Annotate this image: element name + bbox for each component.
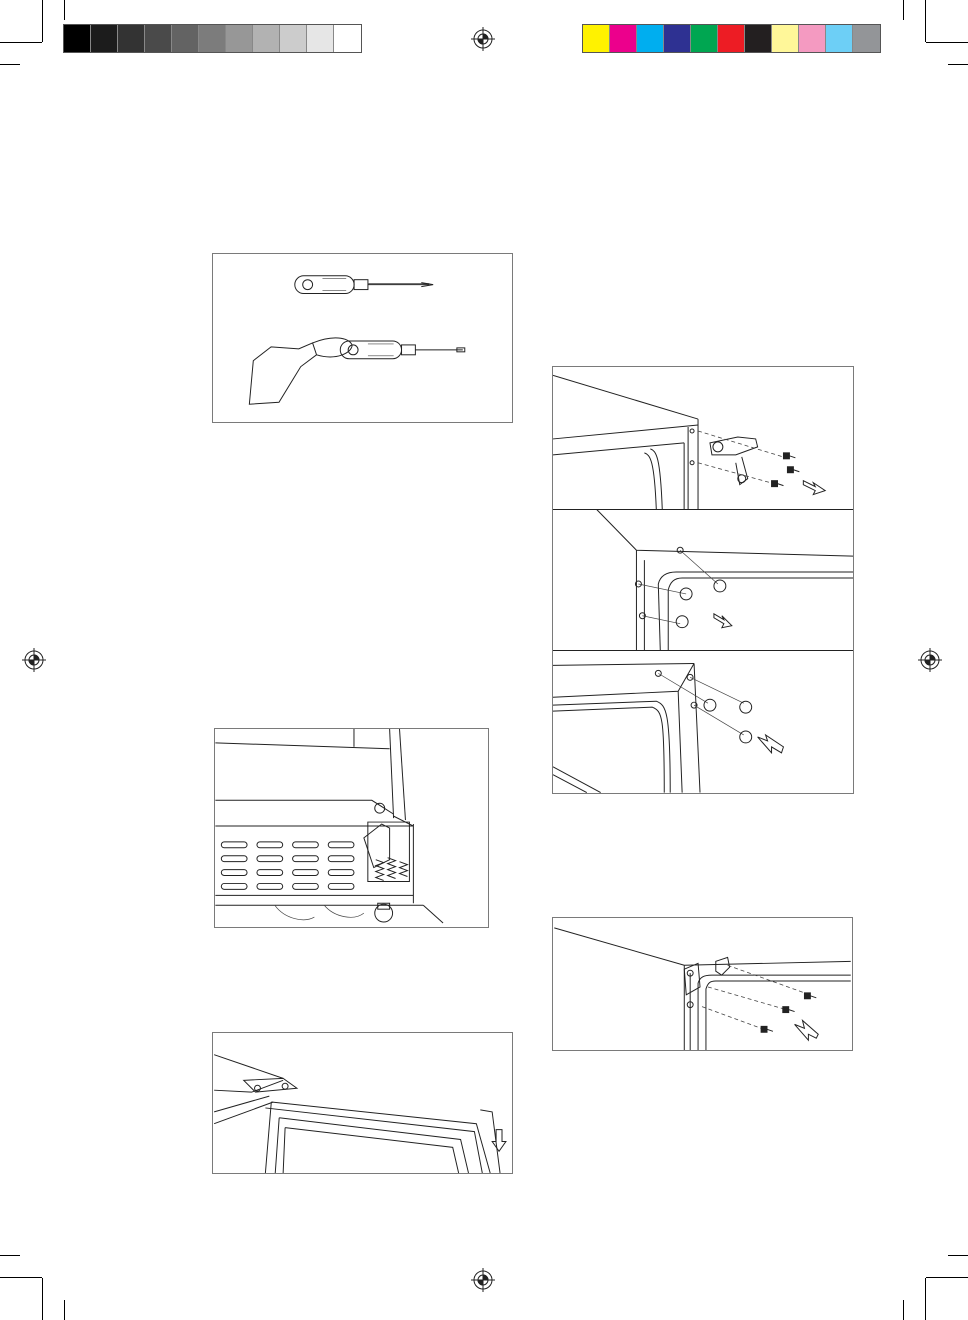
color-swatch bbox=[664, 25, 691, 52]
flat-screwdriver-icon bbox=[340, 341, 465, 359]
screw-icon bbox=[772, 481, 784, 487]
color-swatch bbox=[637, 25, 664, 52]
arrow-left-icon bbox=[795, 1020, 819, 1040]
gray-swatch bbox=[334, 25, 361, 52]
registration-target-icon bbox=[918, 648, 942, 672]
gray-swatch bbox=[307, 25, 334, 52]
hinge-removal-drawing bbox=[553, 367, 853, 793]
arrow-right-icon bbox=[714, 614, 732, 628]
color-swatch bbox=[745, 25, 772, 52]
spring-icon bbox=[376, 858, 408, 881]
registration-target-icon bbox=[471, 1268, 495, 1292]
hinge-reinstall-drawing bbox=[553, 918, 852, 1050]
registration-target-icon bbox=[22, 648, 46, 672]
gray-swatch bbox=[91, 25, 118, 52]
color-bar bbox=[582, 24, 881, 53]
screw-icon bbox=[783, 453, 795, 459]
gray-scale-bar bbox=[63, 24, 362, 53]
tools-figure bbox=[212, 253, 513, 423]
gray-swatch bbox=[199, 25, 226, 52]
arrow-down-icon bbox=[492, 1130, 506, 1152]
screw-icon bbox=[783, 1007, 795, 1013]
gray-swatch bbox=[253, 25, 280, 52]
gray-swatch bbox=[145, 25, 172, 52]
gray-swatch bbox=[226, 25, 253, 52]
arrow-left-icon bbox=[758, 735, 784, 753]
color-swatch bbox=[583, 25, 610, 52]
door-top-drawing bbox=[213, 1033, 512, 1173]
color-swatch bbox=[610, 25, 637, 52]
door-top-figure bbox=[212, 1032, 513, 1174]
color-swatch bbox=[799, 25, 826, 52]
vent-grille bbox=[221, 842, 354, 890]
hinge-springs-figure bbox=[214, 728, 489, 928]
screw-icon bbox=[787, 467, 799, 473]
registration-target-icon bbox=[471, 27, 495, 51]
color-swatch bbox=[853, 25, 880, 52]
panel-remove-hinge bbox=[553, 375, 825, 509]
panel-remove-caps bbox=[597, 509, 853, 650]
color-swatch bbox=[772, 25, 799, 52]
putty-knife-icon bbox=[249, 338, 352, 404]
hinge-springs-drawing bbox=[215, 729, 488, 927]
gray-swatch bbox=[118, 25, 145, 52]
screw-icon bbox=[761, 1026, 773, 1032]
hinge-removal-figure bbox=[552, 366, 854, 794]
tools-drawing bbox=[213, 254, 512, 422]
color-swatch bbox=[691, 25, 718, 52]
phillips-screwdriver-icon bbox=[295, 276, 433, 294]
hinge-reinstall-figure bbox=[552, 917, 853, 1051]
color-swatch bbox=[718, 25, 745, 52]
panel-insert-caps bbox=[553, 663, 783, 792]
screw-icon bbox=[804, 993, 816, 999]
color-swatch bbox=[826, 25, 853, 52]
gray-swatch bbox=[172, 25, 199, 52]
gray-swatch bbox=[280, 25, 307, 52]
gray-swatch bbox=[64, 25, 91, 52]
arrow-right-icon bbox=[803, 481, 825, 495]
